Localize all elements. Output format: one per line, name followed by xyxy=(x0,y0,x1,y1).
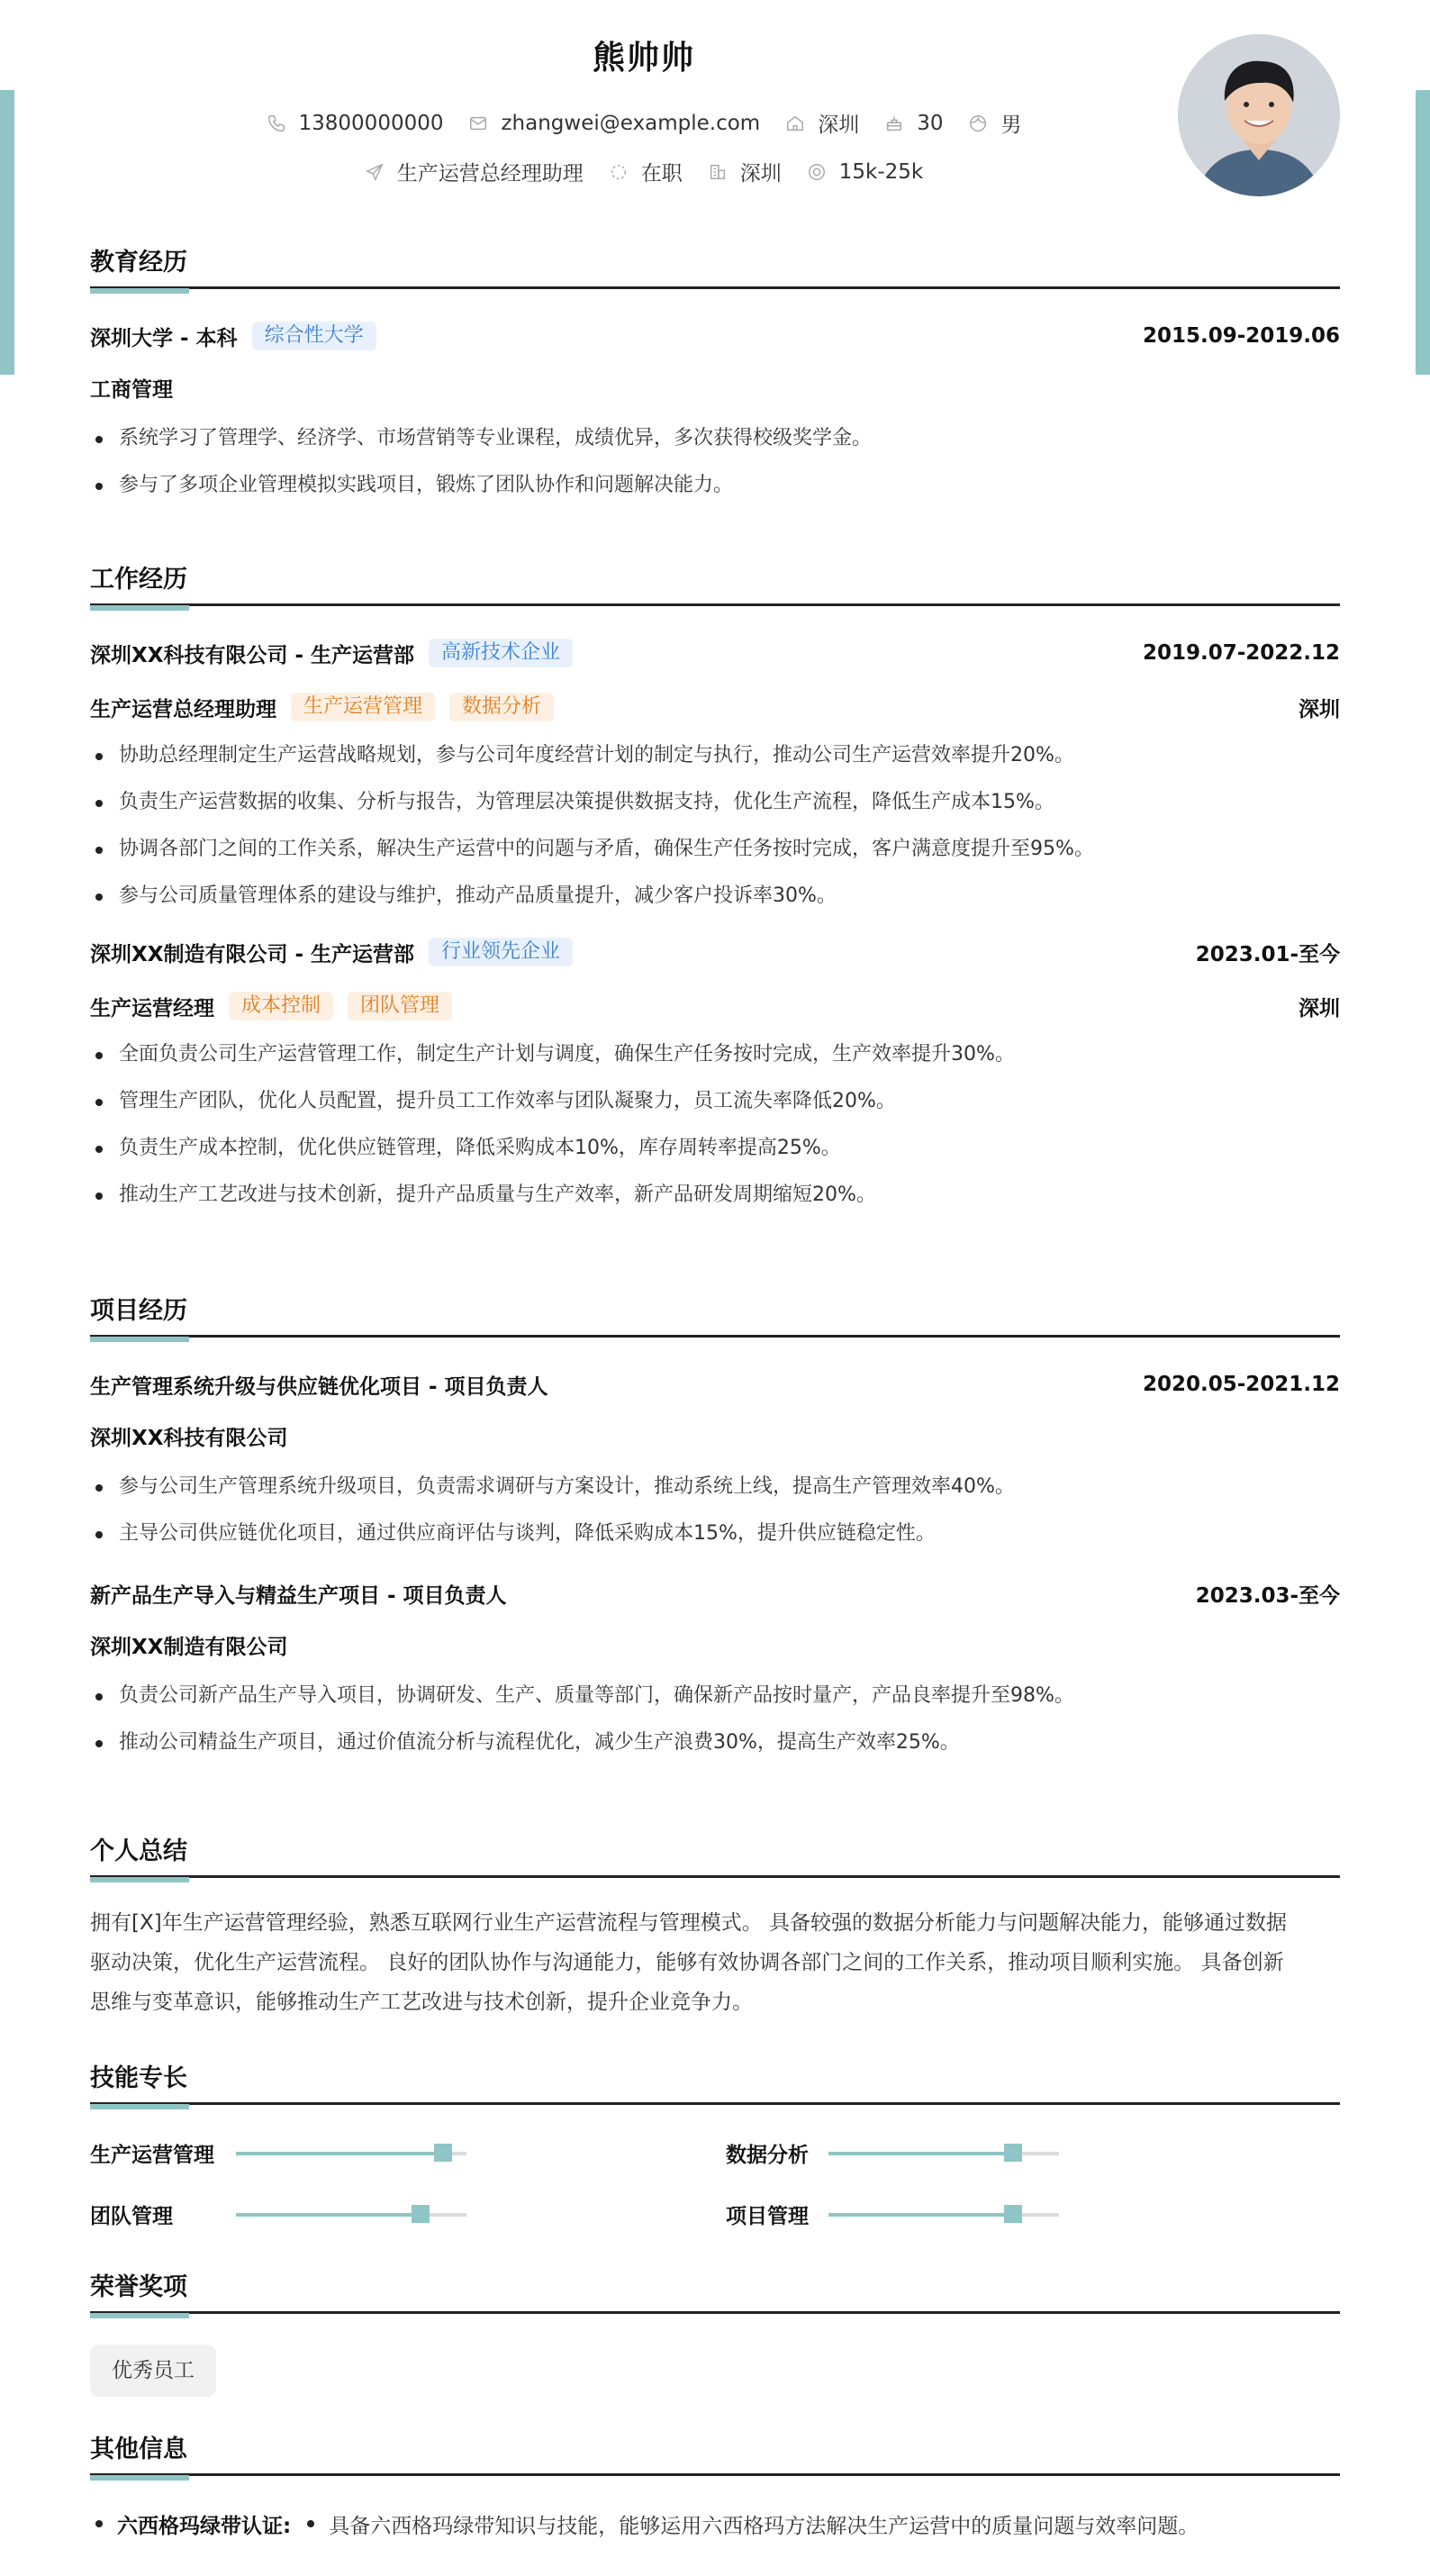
list-item: 全面负责公司生产运营管理工作，制定生产计划与调度，确保生产任务按时完成，生产效率提升30%。 xyxy=(90,1031,1340,1078)
work-section xyxy=(90,562,1340,1219)
summary-section xyxy=(90,1834,1340,2022)
section-title: 个人总结 xyxy=(90,1837,187,1865)
work-dates: 2019.07-2022.12 xyxy=(1142,641,1340,665)
phone-item xyxy=(267,112,444,135)
project-dates: 2020.05-2021.12 xyxy=(1142,1373,1340,1396)
mail-icon xyxy=(468,113,488,133)
awards-section xyxy=(90,2270,1340,2397)
skill-track xyxy=(828,2213,1059,2217)
project-dates: 2023.03-至今 xyxy=(1195,1583,1340,1608)
summary-line: 拥有[X]年生产运营管理经验，熟悉互联网行业生产运营流程与管理模式。 具备较强的数据分析能力与问题解决能力，能够通过数据 xyxy=(90,1911,1288,1935)
age-item xyxy=(884,112,943,135)
project-company: 深圳XX科技有限公司 xyxy=(90,1427,288,1450)
summary-line: 驱动决策，优化生产运营流程。 良好的团队协作与沟通能力，能够有效协调各部门之间的工作关系，推动项目顺利实施。 具备创新 xyxy=(90,1951,1284,1974)
skills-section xyxy=(90,2061,1340,2241)
phone-text: 13800000000 xyxy=(298,111,444,135)
list-item: 协助总经理制定生产运营战略规划，参与公司年度经营计划的制定与执行，推动公司生产运营效率提升20%。 xyxy=(90,732,1340,779)
work-bullets xyxy=(90,732,1340,920)
work-location: 深圳 xyxy=(1299,697,1340,721)
send-icon xyxy=(365,162,385,182)
bullet-dot xyxy=(95,2520,103,2527)
section-title: 其他信息 xyxy=(90,2435,187,2463)
contact-row xyxy=(90,108,1198,138)
work-bullets xyxy=(90,1031,1340,1219)
work-entry-header xyxy=(90,635,1340,671)
company-tag: 行业领先企业 xyxy=(429,938,573,966)
skill-knob xyxy=(412,2205,430,2223)
projects-section xyxy=(90,1293,1340,1766)
other-item xyxy=(90,2501,1340,2546)
project-entry-header xyxy=(90,1366,1340,1402)
skill-name: 团队管理 xyxy=(90,2205,173,2228)
skill-row xyxy=(726,2138,1059,2168)
company-tag: 高新技术企业 xyxy=(429,639,573,667)
email-text: zhangwei@example.com xyxy=(501,111,761,135)
left-accent-bar xyxy=(0,90,14,375)
education-bullets xyxy=(90,415,1340,509)
section-title: 荣誉奖项 xyxy=(90,2273,187,2301)
school-degree: 深圳大学 - 本科 xyxy=(90,326,238,350)
other-text: 具备六西格玛绿带知识与技能，能够运用六西格玛方法解决生产运营中的质量问题与效率问题。 xyxy=(329,2514,1199,2538)
section-title: 教育经历 xyxy=(90,249,187,277)
city-item xyxy=(785,108,859,138)
target-position-text: 生产运营总经理助理 xyxy=(396,162,584,186)
project-name: 生产管理系统升级与供应链优化项目 - 项目负责人 xyxy=(90,1374,548,1399)
list-item: 推动生产工艺改进与技术创新，提升产品质量与生产效率，新产品研发周期缩短20%。 xyxy=(90,1172,1340,1219)
list-item: 参与公司质量管理体系的建设与维护，推动产品质量提升，减少客户投诉率30%。 xyxy=(90,873,1340,920)
salary-text: 15k-25k xyxy=(838,159,924,184)
list-item: 主导公司供应链优化项目，通过供应商评估与谈判，降低采购成本15%，提升供应链稳定性。 xyxy=(90,1510,1340,1557)
skill-track xyxy=(236,2213,466,2217)
company-dept: 深圳XX制造有限公司 - 生产运营部 xyxy=(90,942,415,966)
role-tag: 团队管理 xyxy=(348,992,452,1020)
project-entry-header xyxy=(90,1575,1340,1611)
section-divider xyxy=(90,286,1340,289)
skill-fill xyxy=(236,2152,443,2155)
email-item xyxy=(468,112,760,135)
role-tag: 成本控制 xyxy=(229,992,333,1020)
list-item: 系统学习了管理学、经济学、市场营销等专业课程，成绩优异，多次获得校级奖学金。 xyxy=(90,415,1340,462)
list-item: 负责生产运营数据的收集、分析与报告，为管理层决策提供数据支持，优化生产流程，降低生产成本15%。 xyxy=(90,779,1340,826)
list-item: 参与公司生产管理系统升级项目，负责需求调研与方案设计，推动系统上线，提高生产管理效率40%。 xyxy=(90,1464,1340,1510)
gender-text: 男 xyxy=(1000,113,1022,137)
section-title: 工作经历 xyxy=(90,566,187,594)
list-item: 协调各部门之间的工作关系，解决生产运营中的问题与矛盾，确保生产任务按时完成，客户满意度提升至95%。 xyxy=(90,826,1340,873)
coin-icon xyxy=(807,162,827,182)
section-divider xyxy=(90,1335,1340,1338)
age-text: 30 xyxy=(917,111,944,135)
status-item xyxy=(609,157,683,186)
project-company: 深圳XX制造有限公司 xyxy=(90,1636,288,1659)
skill-knob xyxy=(1004,2205,1022,2223)
cake-icon xyxy=(884,113,904,133)
salary-item xyxy=(807,160,923,184)
skill-fill xyxy=(828,2152,1013,2155)
work-entry-header xyxy=(90,934,1340,970)
status-text: 在职 xyxy=(640,162,683,186)
role-title: 生产运营总经理助理 xyxy=(90,697,276,721)
section-title: 技能专长 xyxy=(90,2064,187,2092)
skill-fill xyxy=(236,2213,421,2217)
section-divider xyxy=(90,1875,1340,1878)
skill-row xyxy=(726,2200,1059,2229)
section-divider xyxy=(90,2311,1340,2314)
candidate-name: 熊帅帅 xyxy=(592,40,695,77)
right-accent-bar xyxy=(1416,90,1430,375)
project-bullets xyxy=(90,1464,1340,1557)
section-divider xyxy=(90,2102,1340,2105)
education-section xyxy=(90,245,1340,509)
status-icon xyxy=(609,162,629,182)
summary-text xyxy=(90,1903,1340,2022)
work-location: 深圳 xyxy=(1299,996,1340,1020)
summary-line: 思维与变革意识，能够推动生产工艺改进与技术创新，提升企业竞争力。 xyxy=(90,1991,753,2014)
education-entry-header xyxy=(90,318,1340,354)
work-role-row xyxy=(90,689,1340,725)
skill-fill xyxy=(828,2213,1013,2217)
job-intent-row xyxy=(90,157,1198,186)
skill-name: 项目管理 xyxy=(726,2205,809,2228)
award-chip: 优秀员工 xyxy=(90,2345,216,2397)
home-icon xyxy=(785,113,805,133)
target-city-text: 深圳 xyxy=(739,162,782,186)
school-tag: 综合性大学 xyxy=(252,322,376,350)
target-city-item xyxy=(708,157,782,186)
skill-row xyxy=(90,2138,466,2168)
skill-track xyxy=(828,2152,1059,2155)
major: 工商管理 xyxy=(90,378,173,402)
section-divider xyxy=(90,603,1340,606)
target-position-item xyxy=(365,157,584,186)
role-tag: 生产运营管理 xyxy=(291,693,435,721)
list-item: 管理生产团队，优化人员配置，提升员工工作效率与团队凝聚力，员工流失率降低20%。 xyxy=(90,1078,1340,1125)
skill-knob xyxy=(1004,2144,1022,2162)
city-text: 深圳 xyxy=(818,113,860,137)
other-label: 六西格玛绿带认证: xyxy=(117,2514,292,2538)
other-section xyxy=(90,2432,1340,2546)
list-item: 推动公司精益生产项目，通过价值流分析与流程优化，减少生产浪费30%，提高生产效率25%。 xyxy=(90,1719,1340,1766)
avatar xyxy=(1178,34,1340,196)
skill-row xyxy=(90,2200,466,2229)
section-divider xyxy=(90,2473,1340,2476)
bullet-dot xyxy=(307,2520,314,2527)
role-title: 生产运营经理 xyxy=(90,996,214,1020)
education-dates: 2015.09-2019.06 xyxy=(1142,324,1340,348)
section-title: 项目经历 xyxy=(90,1297,187,1325)
list-item: 参与了多项企业管理模拟实践项目，锻炼了团队协作和问题解决能力。 xyxy=(90,462,1340,509)
role-tag: 数据分析 xyxy=(449,693,554,721)
skill-name: 生产运营管理 xyxy=(90,2144,214,2167)
project-bullets xyxy=(90,1673,1340,1766)
project-name: 新产品生产导入与精益生产项目 - 项目负责人 xyxy=(90,1583,507,1608)
company-dept: 深圳XX科技有限公司 - 生产运营部 xyxy=(90,643,415,667)
phone-icon xyxy=(267,113,286,133)
gender-item xyxy=(968,108,1021,138)
skill-name: 数据分析 xyxy=(726,2144,809,2167)
skill-knob xyxy=(434,2144,452,2162)
work-dates: 2023.01-至今 xyxy=(1195,942,1340,966)
person-icon xyxy=(968,113,988,133)
work-role-row xyxy=(90,988,1340,1024)
building-icon xyxy=(708,162,728,182)
list-item: 负责生产成本控制，优化供应链管理，降低采购成本10%，库存周转率提高25%。 xyxy=(90,1125,1340,1172)
skill-track xyxy=(236,2152,466,2155)
list-item: 负责公司新产品生产导入项目，协调研发、生产、质量等部门，确保新产品按时量产，产品良率提升至98%。 xyxy=(90,1673,1340,1719)
